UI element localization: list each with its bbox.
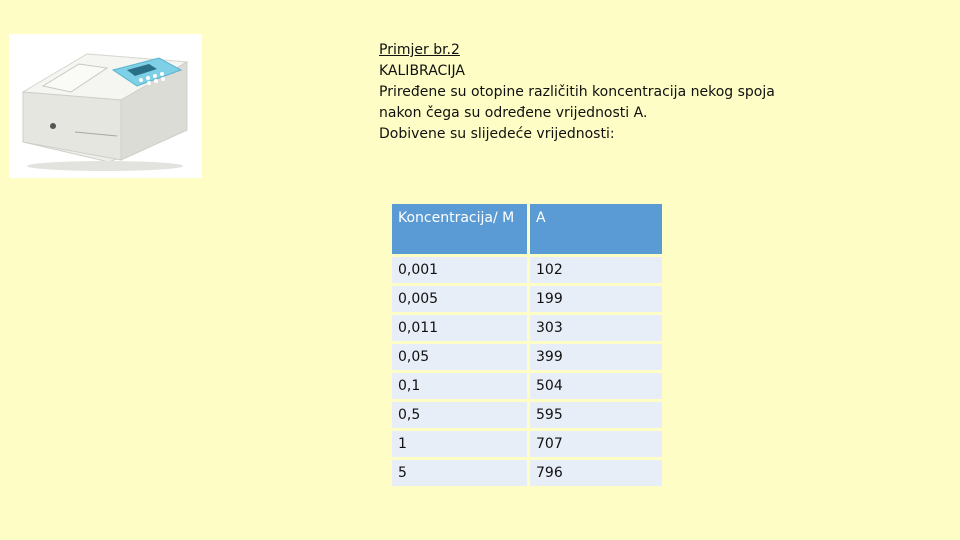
concentration-cell: 0,005 xyxy=(392,286,527,312)
absorbance-cell: 199 xyxy=(530,286,662,312)
absorbance-cell: 399 xyxy=(530,344,662,370)
table-row xyxy=(392,460,662,486)
concentration-cell: 5 xyxy=(392,460,527,486)
description-line: Priređene su otopine različitih koncentracija nekog spoja xyxy=(379,84,775,100)
section-heading: KALIBRACIJA xyxy=(379,63,465,79)
concentration-cell: 0,5 xyxy=(392,402,527,428)
concentration-cell: 0,011 xyxy=(392,315,527,341)
absorbance-cell: 707 xyxy=(530,431,662,457)
example-title: Primjer br.2 xyxy=(379,42,460,58)
table-row xyxy=(392,315,662,341)
table-row xyxy=(392,431,662,457)
header-absorbance: A xyxy=(530,204,662,254)
concentration-cell: 0,1 xyxy=(392,373,527,399)
concentration-cell: 0,05 xyxy=(392,344,527,370)
description-line: Dobivene su slijedeće vrijednosti: xyxy=(379,126,615,142)
absorbance-cell: 504 xyxy=(530,373,662,399)
table-row xyxy=(392,344,662,370)
table-row xyxy=(392,257,662,283)
absorbance-cell: 303 xyxy=(530,315,662,341)
absorbance-cell: 595 xyxy=(530,402,662,428)
table-header-row xyxy=(392,204,662,254)
table-row xyxy=(392,402,662,428)
absorbance-cell: 102 xyxy=(530,257,662,283)
spectrophotometer-image xyxy=(9,34,202,178)
header-concentration: Koncentracija/ M xyxy=(392,204,527,254)
calibration-table xyxy=(389,201,665,489)
example-text xyxy=(379,40,819,145)
description-line: nakon čega su određene vrijednosti A. xyxy=(379,105,648,121)
table-row xyxy=(392,286,662,312)
absorbance-cell: 796 xyxy=(530,460,662,486)
concentration-cell: 0,001 xyxy=(392,257,527,283)
concentration-cell: 1 xyxy=(392,431,527,457)
table-row xyxy=(392,373,662,399)
